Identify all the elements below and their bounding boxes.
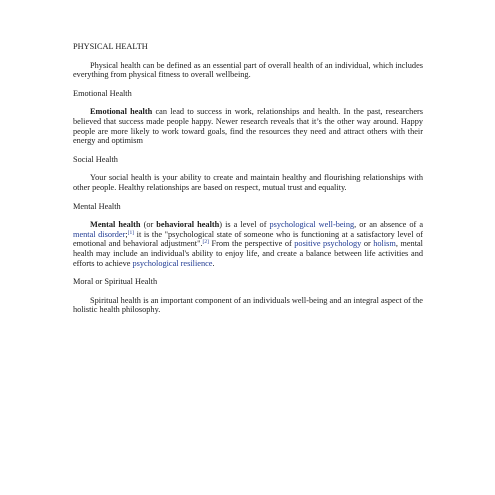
section-heading: Moral or Spiritual Health <box>73 277 158 287</box>
bold-term-alt: behavioral health <box>156 220 220 230</box>
paragraph-text: it is the "psychological state of someone who is functioning at a satisfactory level of emotional and behavioral adjustment". <box>73 229 423 249</box>
link-psychological-well-being[interactable]: psychological well-being <box>269 220 355 230</box>
section-social-health <box>73 155 423 193</box>
link-mental-disorder[interactable]: mental disorder <box>73 229 126 239</box>
section-heading: Mental Health <box>73 201 121 211</box>
paragraph-text: ) is a level of <box>219 220 270 230</box>
link-positive-psychology[interactable]: positive psychology <box>294 239 362 249</box>
citation-2[interactable]: [2] <box>202 239 209 246</box>
bold-term: Emotional health <box>90 107 153 117</box>
paragraph-text: , or an absence of a <box>354 220 424 230</box>
paragraph-text: From the perspective of <box>208 239 295 249</box>
bold-term: Mental health <box>90 220 141 230</box>
section-physical-health <box>73 42 423 80</box>
paragraph-text: (or <box>140 220 157 230</box>
section-paragraph: Your social health is your ability to create and maintain healthy and flourishing relationships with other people. Healthy relationships are based on respect, mutual trust and equality. <box>73 173 423 192</box>
link-holism[interactable]: holism <box>373 239 396 249</box>
link-psychological-resilience[interactable]: psychological resilience <box>132 258 213 268</box>
section-emotional-health <box>73 89 423 146</box>
section-spiritual-health <box>73 277 423 315</box>
document-page <box>73 42 423 315</box>
paragraph-text: ; <box>125 229 128 239</box>
paragraph-text: . <box>212 258 215 268</box>
section-paragraph <box>73 107 423 145</box>
citation-1[interactable]: [1] <box>127 229 135 236</box>
section-heading: Emotional Health <box>73 88 132 98</box>
section-paragraph: Physical health can be defined as an essential part of overall health of an individual, which includes everything from physical fitness to overall wellbeing. <box>73 60 423 80</box>
section-paragraph <box>73 220 423 268</box>
section-heading: PHYSICAL HEALTH <box>73 42 148 51</box>
paragraph-text: can lead to success in work, relationships and health. In the past, researchers believed that success made people happy. Newer research reveals that it’s the other way around. Happy people are more likely to work toward goals, find the resources they need and attract others with their energy and optimism <box>73 107 423 146</box>
paragraph-text: or <box>361 239 374 249</box>
section-paragraph: Spiritual health is an important component of an individuals well-being and an integral aspect of the holistic health philosophy. <box>73 295 423 315</box>
section-heading: Social Health <box>73 154 118 164</box>
paragraph-text: , mental health may include an individual's ability to enjoy life, and create a balance between life activities and efforts to achieve <box>73 239 423 268</box>
section-mental-health <box>73 202 423 269</box>
